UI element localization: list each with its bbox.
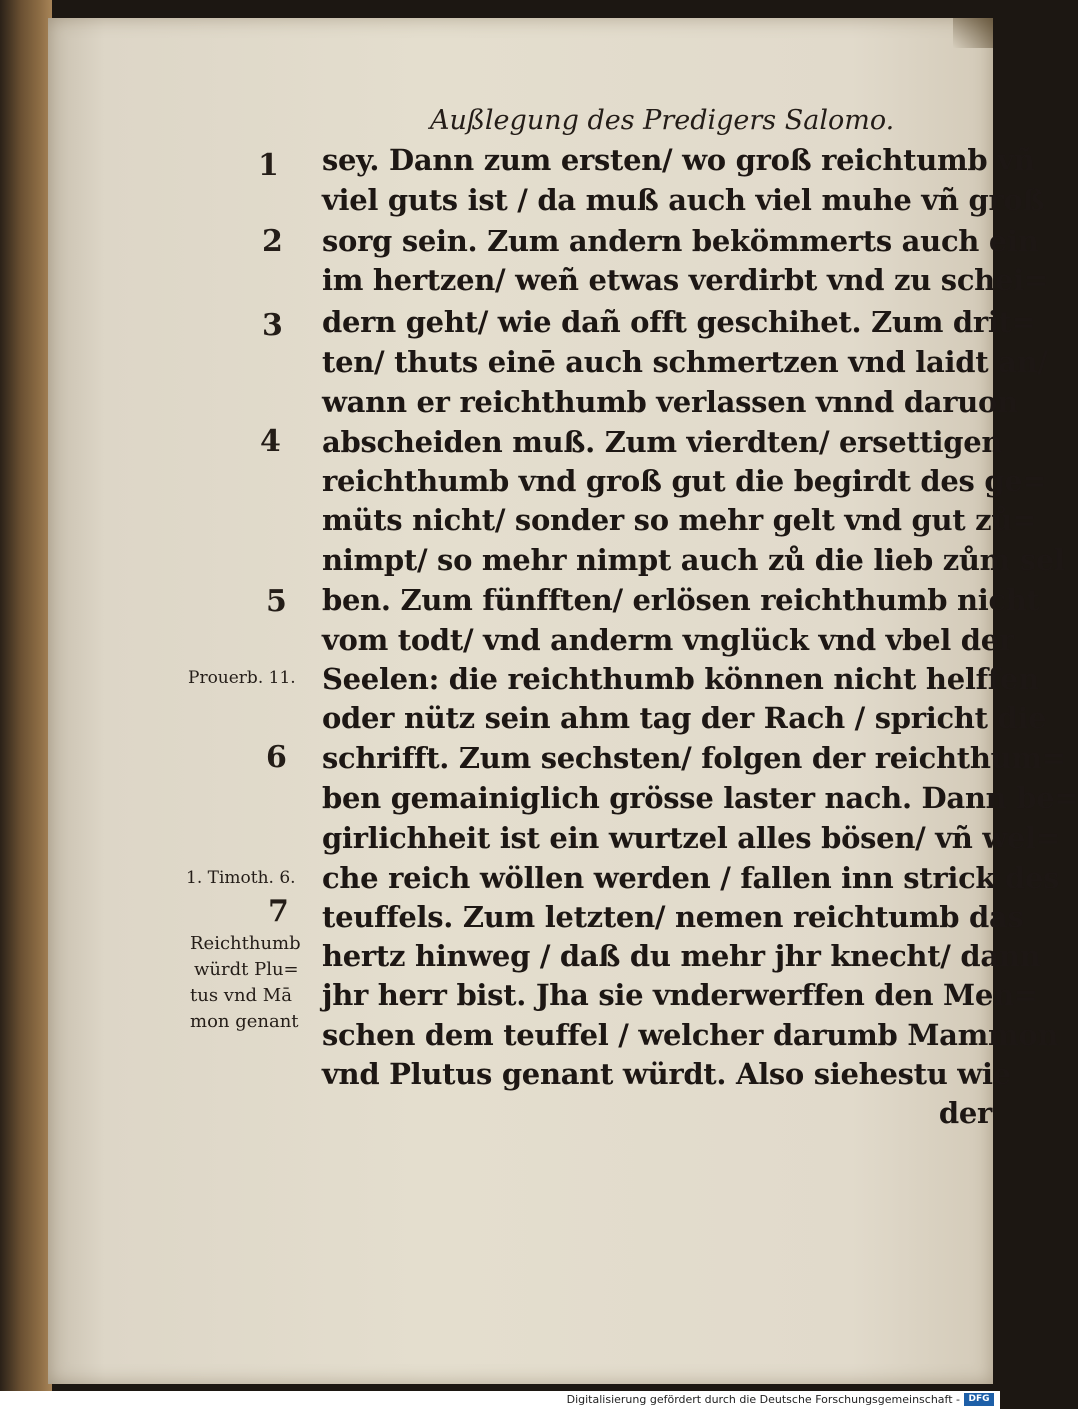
margin-number-5: 5 <box>266 584 287 619</box>
text-line: sey. Dann zum ersten/ wo groß reichtumb vñ <box>322 143 1035 177</box>
text-line: schen dem teuffel / welcher darumb Mammon <box>322 1018 1059 1052</box>
text-line: wann er reichthumb verlassen vnnd daruon <box>322 385 1018 419</box>
margin-number-7: 7 <box>268 894 289 929</box>
text-line: reichthumb vnd groß gut die begirdt des ge= <box>322 464 1047 498</box>
text-line: viel guts ist / da muß auch viel muhe vñ groß <box>322 183 1045 217</box>
margin-number-4: 4 <box>260 424 281 459</box>
text-line: teuffels. Zum letzten/ nemen reichtumb das <box>322 900 1024 934</box>
text-line: ben gemainiglich grösse laster nach. Dann be= <box>322 781 1078 815</box>
digitization-footer <box>0 1391 1000 1409</box>
page-corner-shadow <box>953 18 993 48</box>
text-line: Seelen: die reichthumb können nicht helffen <box>322 662 1039 696</box>
text-line: ten/ thuts einē auch schmertzen vnd laidt an/ <box>322 345 1048 379</box>
margin-gloss-line: würdt Plu= <box>194 959 299 980</box>
margin-number-1: 1 <box>258 148 279 183</box>
text-line: ben. Zum fünfften/ erlösen reichthumb nicht <box>322 583 1040 617</box>
text-line: jhr herr bist. Jha sie vnderwerffen den Men= <box>322 978 1038 1012</box>
text-line: im hertzen/ weñ etwas verdirbt vnd zu schei= <box>322 263 1048 297</box>
text-line: müts nicht/ sonder so mehr gelt vnd gut zů= <box>322 503 1037 537</box>
text-line: dern geht/ wie dañ offt geschihet. Zum drit= <box>322 305 1036 339</box>
text-line: oder nütz sein ahm tag der Rach / spricht die <box>322 701 1047 735</box>
margin-gloss-line: tus vnd Mā <box>190 985 292 1006</box>
text-line: sorg sein. Zum andern bekömmerts auch ein <box>322 224 1039 258</box>
margin-ref-proverbs: Prouerb. 11. <box>188 668 296 688</box>
text-line: hertz hinweg / daß du mehr jhr knecht/ dann <box>322 939 1041 973</box>
margin-number-2: 2 <box>262 224 283 259</box>
margin-ref-timothy: 1. Timoth. 6. <box>186 868 296 888</box>
text-line: abscheiden muß. Zum vierdten/ ersettigen <box>322 425 1003 459</box>
dfg-logo: DFG <box>964 1393 994 1406</box>
running-title: Außlegung des Predigers Salomo. <box>430 105 895 136</box>
catchword: der <box>938 1096 992 1130</box>
text-line: schrifft. Zum sechsten/ folgen der reichthum= <box>322 741 1066 775</box>
footer-credit: Digitalisierung gefördert durch die Deutsche Forschungsgemeinschaft - <box>566 1393 960 1406</box>
margin-gloss-line: mon genant <box>190 1011 299 1032</box>
text-line: che reich wöllen werden / fallen inn strick des <box>322 861 1060 895</box>
text-line: nimpt/ so mehr nimpt auch zů die lieb zům sel <box>322 543 1065 577</box>
margin-number-6: 6 <box>266 740 287 775</box>
text-line: vnd Plutus genant würdt. Also siehestu wie <box>322 1057 1011 1091</box>
margin-gloss-line: Reichthumb <box>190 933 301 954</box>
text-line: vom todt/ vnd anderm vnglück vnd vbel der <box>322 623 1014 657</box>
text-line: girlichheit ist ein wurtzel alles bösen/ vñ wel= <box>322 821 1060 855</box>
book-binding-edge <box>0 0 52 1392</box>
margin-number-3: 3 <box>262 308 283 343</box>
